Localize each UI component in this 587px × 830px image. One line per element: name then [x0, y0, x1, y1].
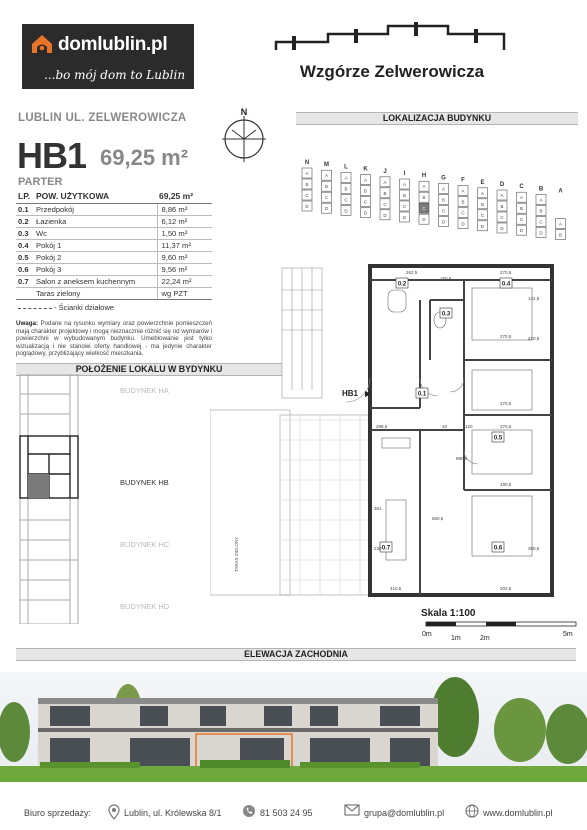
site-unit-label: B — [383, 190, 387, 196]
col-total: 69,25 m² — [157, 190, 212, 203]
site-building-label: E — [480, 179, 485, 186]
site-unit-label: B — [441, 197, 446, 203]
room-name: Pokój 3 — [34, 263, 157, 275]
note-text: Podane na rysunku wymiary oraz powierzchnie pomieszczeń mają charakter projektowy i mogą nieznacznie różnić się od wymiarów i powierzchni w wybudowanym budynku. Umeblowanie jest tylko wizualizacją i nie stanowi oferty handlowej - ma jedynie charakter poglądowy, przybliżający wielkość mieszkania. — [16, 320, 212, 358]
project-logo-graphic — [268, 20, 512, 60]
building-item-hc: BUDYNEK HC — [120, 540, 170, 549]
site-unit-label: C — [461, 210, 465, 216]
site-unit-label: B — [558, 232, 563, 238]
room-lp: 0.4 — [16, 239, 34, 251]
compass-north-icon — [222, 106, 268, 164]
site-unit-label: C — [324, 195, 329, 201]
room-name: Pokój 2 — [34, 251, 157, 263]
dim-label: 270,5 — [500, 334, 512, 339]
building-strip-graphic — [18, 374, 218, 624]
footer — [0, 800, 587, 826]
room-tag-0-1: 0.1 — [417, 391, 427, 398]
dim-label: 230 — [374, 546, 382, 551]
site-unit-label: C — [402, 204, 407, 209]
scale-tick: 5m — [563, 631, 573, 638]
table-row — [16, 275, 212, 287]
dim-label: 202,5 — [500, 586, 512, 591]
footer-email[interactable]: grupa@domlublin.pl — [364, 808, 445, 818]
site-unit-label: C — [500, 215, 504, 220]
room-name: Salon z aneksem kuchennym — [34, 275, 157, 287]
room-area: 11,37 m² — [157, 239, 212, 251]
site-unit-label: D — [500, 226, 504, 231]
scale-tick: 2m — [480, 635, 490, 642]
site-building-h — [419, 173, 429, 224]
dim-label: 880,5 — [456, 456, 468, 461]
site-unit-label: D — [402, 215, 407, 220]
banner-building-location: LOKALIZACJA BUDYNKU — [296, 112, 578, 125]
room-area: 9,60 m² — [157, 251, 212, 263]
location-pin-icon — [108, 804, 120, 820]
room-name: Łazienka — [34, 215, 157, 227]
footer-phone[interactable]: 81 503 24 95 — [260, 808, 313, 818]
site-unit-label: C — [305, 193, 309, 198]
site-unit-label: A — [441, 186, 446, 192]
site-unit-label: A — [519, 195, 524, 201]
dim-label: 288,5 — [376, 424, 388, 429]
disclaimer-note — [16, 320, 212, 358]
legend-label: - Ścianki działowe — [54, 303, 115, 312]
brand-tagline: ...bo mój dom to Lublin — [44, 68, 186, 82]
email-icon — [344, 804, 360, 816]
footer-sales-label: Biuro sprzedaży: — [24, 808, 92, 818]
site-unit-label: B — [461, 199, 465, 205]
site-unit-label: B — [519, 206, 524, 212]
site-unit-label: A — [539, 197, 543, 203]
dim-label: 361 — [374, 506, 382, 511]
building-item-hb: BUDYNEK HB — [120, 478, 169, 487]
dim-label: 270,5 — [500, 401, 512, 406]
site-building-b — [536, 186, 546, 237]
dim-label: 410,5 — [390, 586, 402, 591]
room-tag-0-7: 0.7 — [381, 545, 391, 552]
site-unit-label: D — [383, 212, 387, 218]
room-tag-0-3: 0.3 — [441, 311, 451, 318]
room-name: Wc — [34, 227, 157, 239]
site-unit-label: D — [480, 223, 485, 229]
table-row — [16, 227, 212, 239]
site-unit-label: C — [480, 212, 485, 218]
site-unit-label: C — [422, 206, 426, 212]
site-unit-label: B — [305, 182, 309, 187]
site-building-i — [400, 171, 410, 222]
dim-label: 150,5 — [440, 276, 452, 281]
site-building-e — [478, 180, 488, 231]
dim-label: 270,5 — [500, 270, 512, 275]
site-unit-label: A — [500, 193, 504, 198]
site-unit-label: C — [539, 219, 543, 225]
site-unit-label: C — [344, 197, 348, 203]
unit-floor: PARTER — [18, 176, 63, 188]
dim-label: 190,5 — [500, 482, 512, 487]
table-row — [16, 287, 212, 299]
room-name: Taras zielony — [34, 287, 157, 299]
site-unit-label: D — [422, 217, 426, 223]
room-area: 6,12 m² — [157, 215, 212, 227]
site-building-label: F — [461, 177, 465, 184]
brand-name: domlublin.pl — [58, 34, 168, 55]
site-unit-label: B — [480, 201, 485, 207]
site-unit-label: D — [441, 219, 446, 225]
dim-label: 262,5 — [406, 270, 418, 275]
site-unit-label: D — [344, 208, 348, 214]
partition-legend — [18, 303, 114, 312]
site-building-label: L — [344, 164, 348, 171]
footer-address: Lublin, ul. Królewska 8/1 — [124, 808, 222, 818]
room-area: 1,50 m² — [157, 227, 212, 239]
site-unit-label: C — [363, 199, 368, 205]
banner-elevation: ELEWACJA ZACHODNIA — [16, 648, 576, 661]
dashed-line-icon — [18, 308, 52, 309]
room-tag-0-2: 0.2 — [397, 281, 407, 288]
dim-label: 10 — [442, 424, 448, 429]
site-unit-label: C — [383, 201, 387, 207]
site-unit-label: A — [363, 177, 368, 183]
site-unit-label: A — [305, 171, 309, 176]
site-building-label: M — [324, 162, 329, 169]
footer-website[interactable]: www.domlublin.pl — [483, 808, 553, 818]
site-building-l — [341, 164, 351, 215]
site-building-label: A — [558, 188, 563, 195]
scale-tick: 1m — [451, 635, 461, 642]
site-unit-label: B — [344, 186, 348, 192]
rooms-table-header — [16, 190, 212, 203]
room-tag-0-5: 0.5 — [493, 435, 503, 442]
room-area: 8,86 m² — [157, 203, 212, 215]
site-unit-label: D — [324, 206, 329, 212]
room-name: Pokój 1 — [34, 239, 157, 251]
site-building-m — [322, 162, 332, 213]
site-unit-label: A — [344, 175, 348, 181]
site-building-label: I — [403, 171, 406, 177]
col-lp: LP. — [16, 190, 34, 203]
note-title: Uwaga: — [16, 320, 39, 327]
scale-bar-graphic — [418, 620, 578, 642]
room-lp: 0.5 — [16, 251, 34, 263]
elevation-rendering — [0, 672, 587, 782]
dim-label: 420,5 — [528, 336, 540, 341]
room-tag-0-6: 0.6 — [493, 545, 503, 552]
terrace-label: TARAS ZIELONY — [234, 536, 239, 572]
compass-label: N — [240, 107, 248, 117]
site-unit-label: B — [363, 188, 368, 194]
site-building-j — [380, 169, 390, 220]
site-building-label: D — [499, 182, 505, 188]
house-logo-icon — [30, 32, 54, 56]
rooms-table — [16, 190, 212, 300]
site-unit-label: B — [402, 193, 407, 198]
site-unit-label: B — [422, 195, 426, 201]
site-unit-label: C — [441, 208, 446, 214]
site-building-d — [497, 182, 507, 233]
site-building-label: H — [421, 173, 427, 180]
site-unit-label: A — [402, 182, 407, 187]
site-building-f — [458, 178, 468, 229]
dim-label: 120 — [465, 424, 473, 429]
site-building-c — [517, 184, 527, 235]
site-building-label: B — [538, 186, 544, 193]
site-unit-label: B — [539, 208, 543, 214]
site-building-label: G — [441, 175, 446, 182]
room-lp: 0.3 — [16, 227, 34, 239]
highlighted-unit-marker — [28, 474, 49, 498]
room-lp — [16, 287, 34, 299]
site-unit-label: D — [539, 230, 543, 236]
table-row — [16, 251, 212, 263]
building-item-ha: BUDYNEK HA — [120, 386, 169, 395]
site-building-label: N — [304, 160, 310, 166]
brand-logo[interactable] — [22, 24, 194, 89]
dim-label: 270,5 — [500, 424, 512, 429]
site-unit-label: A — [383, 179, 387, 185]
site-unit-label: B — [500, 204, 504, 209]
site-unit-label: D — [519, 228, 524, 234]
banner-unit-position: POŁOŻENIE LOKALU W BYDYNKU — [16, 363, 282, 376]
site-unit-label: D — [305, 204, 309, 209]
col-usable-area: POW. UŻYTKOWA — [34, 190, 157, 203]
site-unit-label: A — [480, 190, 485, 196]
scale-tick: 0m — [422, 631, 432, 638]
room-lp: 0.1 — [16, 203, 34, 215]
site-unit-label: C — [519, 217, 524, 223]
room-tag-0-4: 0.4 — [501, 281, 511, 288]
unit-position-diagram — [18, 374, 218, 624]
site-unit-label: D — [461, 221, 465, 227]
table-row — [16, 215, 212, 227]
site-unit-label: A — [558, 221, 563, 227]
site-building-n — [302, 160, 312, 211]
room-lp: 0.6 — [16, 263, 34, 275]
room-lp: 0.7 — [16, 275, 34, 287]
dim-label: 560,5 — [432, 516, 444, 521]
globe-icon — [465, 804, 479, 818]
site-unit-label: A — [324, 173, 329, 179]
dim-label: 142,5 — [528, 296, 540, 301]
site-building-label: J — [383, 168, 387, 175]
site-building-k — [361, 167, 371, 218]
site-unit-label: A — [461, 188, 465, 194]
location-address: LUBLIN UL. ZELWEROWICZA — [18, 112, 187, 124]
dim-label: 360,5 — [528, 546, 540, 551]
scale-label: Skala 1:100 — [421, 608, 476, 619]
phone-icon — [242, 804, 256, 818]
site-plan — [296, 158, 576, 242]
site-building-label: K — [363, 166, 368, 173]
project-name: Wzgórze Zelwerowicza — [299, 62, 485, 81]
building-item-hd: BUDYNEK HD — [120, 602, 170, 611]
unit-area: 69,25 m² — [100, 145, 189, 170]
site-unit-label: D — [363, 210, 368, 216]
site-building-a — [556, 189, 566, 240]
room-area: wg PZT — [157, 287, 212, 299]
site-unit-label: A — [422, 184, 426, 190]
site-unit-label: B — [324, 184, 329, 190]
site-building-label: C — [519, 184, 524, 191]
site-building-g — [439, 175, 449, 226]
table-row — [16, 239, 212, 251]
table-row — [16, 263, 212, 275]
unit-plan-label: HB1 — [342, 389, 359, 398]
room-name: Przedpokój — [34, 203, 157, 215]
room-lp: 0.2 — [16, 215, 34, 227]
floor-plan — [210, 260, 582, 605]
room-area: 22,24 m² — [157, 275, 212, 287]
table-row — [16, 203, 212, 215]
room-area: 9,56 m² — [157, 263, 212, 275]
unit-code: HB1 — [17, 135, 87, 176]
